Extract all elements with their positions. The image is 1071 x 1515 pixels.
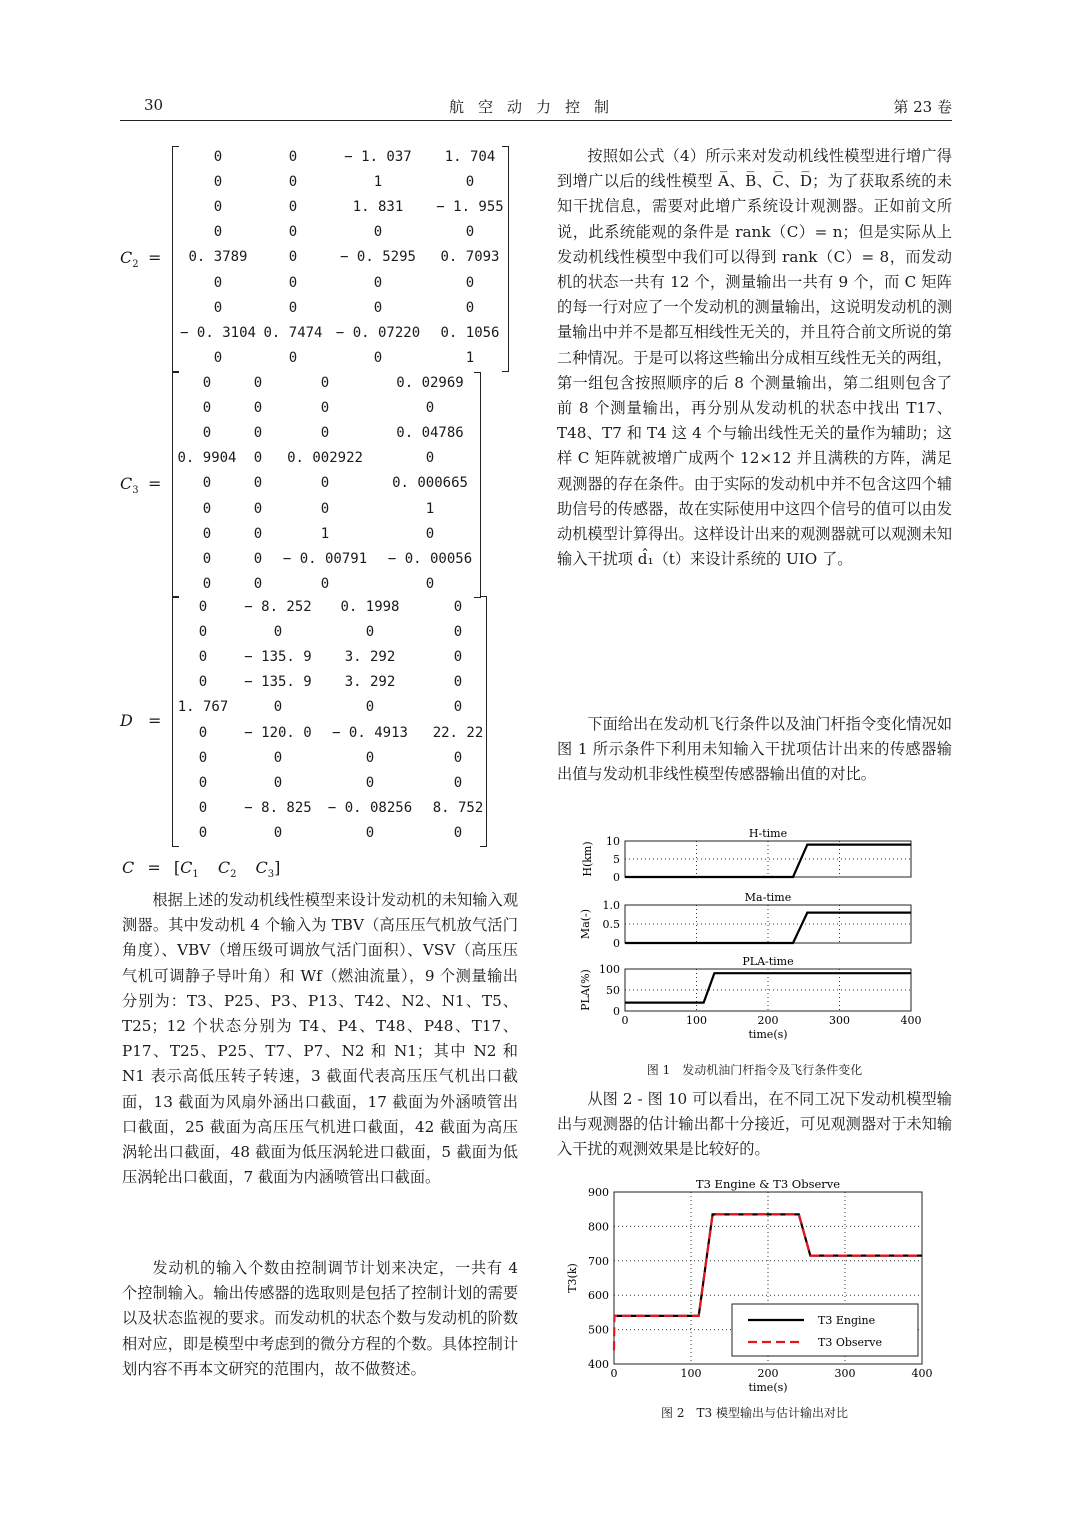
matrix-cell: 0 [198, 799, 208, 816]
matrix-name [120, 248, 139, 270]
x-axis-label: time(s) [748, 1381, 788, 1394]
volume-label: 第 23 卷 [893, 98, 952, 116]
matrix-cell: 0 [198, 724, 208, 741]
c-equation [122, 858, 280, 880]
matrix-name [120, 474, 139, 496]
matrix-cell: 0 [198, 674, 208, 691]
matrix-cell: 1. 767 [177, 699, 229, 716]
matrix-cell: 0 [288, 174, 298, 191]
matrix-cell: 0. 04786 [396, 425, 464, 442]
c1-symbol: C [180, 858, 193, 877]
matrix-cell: 0 [453, 624, 463, 641]
matrix-cell: 0 [373, 274, 383, 291]
matrix-cell: 0. 002922 [287, 450, 363, 467]
x-tick-label: 200 [757, 1367, 779, 1380]
matrix-cell: 0. 7093 [440, 249, 500, 266]
y-axis-label: PLA(%) [579, 969, 592, 1011]
matrix-cell: 0 [453, 774, 463, 791]
matrix-cell: 0 [213, 174, 223, 191]
matrix-cell: 0 [425, 450, 435, 467]
matrix-subscript: 2 [132, 259, 139, 271]
matrix-cell: 22. 22 [432, 724, 484, 741]
matrix-cell: 1 [425, 500, 435, 517]
chart-panel [579, 891, 911, 950]
matrix-cell: 0 [288, 299, 298, 316]
matrix-cell: 0 [320, 575, 330, 592]
matrix-equals: = [148, 710, 162, 730]
c3-symbol: C [255, 858, 268, 877]
right-paragraph-2: 下面给出在发动机飞行条件以及油门杆指令变化情况如图 1 所示条件下利用未知输入干扰项估计出来的传感器输出值与发动机非线性模型传感器输出值的对比。 [557, 715, 952, 784]
x-tick-label: 100 [680, 1367, 702, 1380]
matrix-cell: 0 [320, 425, 330, 442]
matrix-c2 [120, 146, 520, 372]
matrix-cell: 0 [202, 475, 212, 492]
y-tick-label: 0 [613, 937, 620, 950]
y-tick-label: 700 [588, 1254, 609, 1268]
y-tick-label: 50 [606, 984, 620, 997]
matrix-cell: − 0. 00791 [282, 550, 368, 567]
matrix-cell: 0 [365, 774, 375, 791]
matrix-cell: 0 [453, 649, 463, 666]
x-axis-label: time(s) [748, 1028, 788, 1041]
matrix-cell: 0 [198, 649, 208, 666]
matrix-cell: 0 [365, 824, 375, 841]
matrix-cell: 1 [465, 349, 475, 366]
legend-label: T3 Observe [818, 1336, 883, 1349]
matrix-cell: 0 [373, 224, 383, 241]
matrix-cell: 0 [202, 375, 212, 391]
matrix-cell: 0 [425, 575, 435, 592]
figure-2-t3-comparison [560, 1168, 940, 1400]
matrix-cell: 0 [253, 525, 263, 542]
matrix-cell: 1 [373, 174, 383, 191]
page-number: 30 [144, 96, 164, 114]
matrix-cell: 0 [288, 199, 298, 216]
matrix-cell: 0 [320, 375, 330, 391]
header-rule [120, 120, 952, 121]
matrix-cell: 0 [253, 425, 263, 442]
matrix-cell: − 1. 955 [436, 199, 504, 216]
x-tick-label: 0 [621, 1014, 629, 1027]
c3-sub: 3 [267, 869, 275, 881]
matrix-cell: − 8. 825 [244, 799, 312, 816]
matrix-cell: 0 [453, 824, 463, 841]
matrix-cell: − 0. 00056 [387, 550, 473, 567]
matrix-cell: 1 [320, 525, 330, 542]
matrix-cell: 0. 02969 [396, 375, 464, 391]
chart-title: PLA-time [742, 955, 794, 968]
matrix-cell: 0 [198, 624, 208, 641]
matrix-cell: 0 [320, 500, 330, 517]
matrix-cell: 0 [253, 500, 263, 517]
left-paragraph-1: 根据上述的发动机线性模型来设计发动机的未知输入观测器。其中发动机 4 个输入为 TBV（高压压气机放气活门角度）、VBV（增压级可调放气活门面积）、VSV（高压压气机可调静子导叶角）和 Wf（燃油流量），9 个测量输出分别为：T3、P25、P3、P13、T42、N2、N1、T5、T25；12 个状态分别为 T4、P4、T48、P48、T17、P17、T25、P25、T7、P7、N2 和 N1；其中 N2 和 N1 表示高低压转子转速，3 截面代表高压压气机出口截面，13 截面为风扇外涵出口截面，17 截面为外涵喷管出口截面，25 截面为高压压气机进口截面，42 截面为高压涡轮出口截面，48 截面为低压涡轮进口截面，5 截面为低压涡轮出口截面，7 截面为内涵喷管出口截面。 [122, 891, 518, 1187]
x-tick-label: 400 [900, 1014, 922, 1027]
matrix-cell: 0 [465, 224, 475, 241]
y-tick-label: 5 [613, 853, 620, 866]
running-header [120, 96, 952, 118]
matrix-cell: 0 [373, 349, 383, 366]
y-tick-label: 800 [588, 1220, 609, 1234]
y-tick-label: 1.0 [602, 899, 620, 912]
matrix-cell: 0 [288, 149, 298, 165]
right-paragraph-3: 从图 2 - 图 10 可以看出，在不同工况下发动机模型输出与观测器的估计输出都十分接近，可见观测器对于未知输入干扰的观测效果是比较好的。 [557, 1090, 952, 1159]
y-tick-label: 0 [613, 1005, 620, 1018]
matrix-cell: 0. 9904 [177, 450, 237, 467]
matrix-cell: 0 [465, 174, 475, 191]
matrix-cell: 0 [273, 774, 283, 791]
matrix-cell: 0 [253, 575, 263, 592]
matrix-c3 [120, 372, 520, 598]
chart-panel [566, 1177, 933, 1394]
c2-sub: 2 [230, 869, 237, 881]
matrix-cell: 0 [213, 149, 223, 165]
matrix-cell: 0. 000665 [392, 475, 468, 492]
matrix-cell: 0 [198, 824, 208, 841]
matrix-cell: − 1. 037 [344, 149, 412, 165]
figure-1-flight-conditions [566, 818, 926, 1050]
matrix-symbol: D [120, 710, 133, 730]
matrix-equals: = [148, 247, 162, 267]
matrix-cell: 0 [425, 525, 435, 542]
x-tick-label: 400 [911, 1367, 933, 1380]
y-axis-label: H(km) [581, 841, 594, 877]
matrix-cell: 0 [453, 674, 463, 691]
matrix-cell: 0. 7474 [263, 324, 323, 341]
matrix-cell: 0 [253, 450, 263, 467]
x-tick-label: 0 [610, 1367, 618, 1380]
figure-2-caption: 图 2 T3 模型输出与估计输出对比 [661, 1406, 848, 1420]
y-axis-label: T3(k) [566, 1263, 579, 1293]
matrix-cell: 0 [453, 699, 463, 716]
matrix-cell: 1. 704 [444, 149, 496, 165]
matrix-cell: 0 [202, 550, 212, 567]
y-axis-label: Ma(-) [579, 908, 592, 940]
matrix-cell: 0 [198, 599, 208, 615]
y-tick-label: 400 [588, 1358, 609, 1371]
c2-symbol: C [217, 858, 231, 877]
matrix-cell: 0 [273, 824, 283, 841]
matrix-cell: 0 [273, 699, 283, 716]
chart-legend [732, 1304, 918, 1356]
matrix-cell: 0 [253, 375, 263, 391]
matrix-cell: 0 [202, 425, 212, 442]
chart-title: H-time [748, 827, 788, 840]
plot-frame [625, 841, 911, 877]
y-tick-label: 0.5 [602, 918, 620, 931]
figure-1-caption: 图 1 发动机油门杆指令及飞行条件变化 [646, 1063, 863, 1077]
matrix-cell: 0 [273, 749, 283, 766]
c-lhs: C [122, 858, 135, 877]
matrix-cell: 0 [253, 475, 263, 492]
matrix-cell: − 0. 4913 [332, 724, 408, 741]
matrix-cell: 0. 1056 [440, 324, 500, 341]
matrix-cell: 0 [288, 274, 298, 291]
matrix-cell: 0 [253, 550, 263, 567]
matrix-cell: 0. 1998 [340, 599, 400, 615]
matrix-cell: 0 [202, 500, 212, 517]
matrix-cell: 0 [213, 224, 223, 241]
y-tick-label: 600 [588, 1289, 609, 1303]
x-tick-label: 300 [829, 1014, 850, 1027]
matrix-cell: 0 [288, 224, 298, 241]
matrix-cell: 0 [453, 599, 463, 615]
matrix-cell: − 120. 0 [244, 724, 312, 741]
matrix-cell: 0 [288, 349, 298, 366]
matrix-cell: 0 [365, 624, 375, 641]
matrix-cell: − 0. 08256 [327, 799, 413, 816]
y-tick-label: 900 [588, 1186, 609, 1199]
matrix-cell: 0 [373, 299, 383, 316]
y-tick-label: 500 [588, 1323, 609, 1337]
c-eq-sign: = [147, 858, 161, 877]
matrix-cell: 0 [320, 400, 330, 417]
matrix-cell: 0 [465, 274, 475, 291]
matrix-d [120, 596, 520, 847]
matrix-symbol: C [120, 473, 133, 493]
chart-title: Ma-time [744, 891, 792, 904]
matrix-equals: = [148, 473, 162, 493]
matrix-cell: 0 [198, 749, 208, 766]
c-close-bracket: ] [274, 858, 281, 877]
y-tick-label: 10 [606, 835, 620, 848]
matrix-cell: 0 [288, 249, 298, 266]
matrix-cell: − 0. 3104 [180, 324, 256, 341]
matrix-cell: 0 [365, 699, 375, 716]
matrix-cell: 0 [202, 575, 212, 592]
right-paragraph-1: 按照如公式（4）所示来对发动机线性模型进行增广得到增广以后的线性模型 A̅、B̅、C̅、D̅；为了获取系统的未知干扰信息，需要对此增广系统设计观测器。正如前文所说，此系统能观的条件是 rank（C）= n；但是实际从上发动机线性模型中我们可以得到 rank（C）= 8，而发动机的状态一共有 12 个，测量输出一共有 9 个，而 C 矩阵的每一行对应了一个发动机的测量输出，这说明发动机的测量输出中并不是都互相线性无关的，并且符合前文所说的第二种情况。于是可以将这些输出分成相互线性无关的两组，第一组包含按照顺序的后 8 个测量输出，第二组则包含了前 8 个测量输出，再分别从发动机的状态中找出 T17、T48、T7 和 T4 这 4 个与输出线性无关的量作为辅助；这样 C 矩阵就被增广成两个 12×12 并且满秩的方阵，满足观测器的存在条件。由于实际的发动机中并不包含这四个辅助信号的传感器，故在实际使用中这四个信号的值可以由发动机模型计算得出。这样设计出来的观测器就可以观测未知输入干扰项 d̂₁（t）来设计系统的 UIO 了。 [557, 147, 952, 569]
matrix-cell: 0 [213, 299, 223, 316]
c1-sub: 1 [192, 869, 199, 881]
matrix-cell: 0 [273, 624, 283, 641]
matrix-cell: − 135. 9 [244, 649, 312, 666]
y-tick-label: 100 [599, 963, 620, 976]
y-tick-label: 0 [613, 871, 620, 884]
matrix-cell: − 8. 252 [244, 599, 312, 615]
x-tick-label: 300 [834, 1367, 856, 1380]
matrix-cell: 1. 831 [352, 199, 404, 216]
matrix-cell: 0 [202, 400, 212, 417]
matrix-cell: − 0. 5295 [340, 249, 416, 266]
matrix-name [120, 711, 133, 730]
matrix-cell: 0 [425, 400, 435, 417]
c-open-bracket: [ [173, 858, 181, 877]
chart-panel [579, 955, 922, 1041]
matrix-cell: 0 [465, 299, 475, 316]
legend-label: T3 Engine [818, 1314, 876, 1327]
matrix-cell: 0 [213, 274, 223, 291]
matrix-cell: 0 [365, 749, 375, 766]
matrix-cell: 0 [320, 475, 330, 492]
matrix-cell: 3. 292 [344, 649, 396, 666]
matrix-cell: 0 [198, 774, 208, 791]
matrix-symbol: C [120, 247, 133, 267]
matrix-cell: 8. 752 [432, 799, 484, 816]
matrix-subscript: 3 [132, 485, 139, 497]
matrix-cell: 0 [213, 199, 223, 216]
matrix-cell: 0 [453, 749, 463, 766]
matrix-cell: 3. 292 [344, 674, 396, 691]
matrix-cell: − 135. 9 [244, 674, 312, 691]
matrix-cell: 0 [253, 400, 263, 417]
matrix-cell: 0 [202, 525, 212, 542]
chart-title: T3 Engine & T3 Observe [695, 1177, 841, 1191]
chart-panel [581, 827, 911, 884]
matrix-cell: − 0. 07220 [335, 324, 421, 341]
x-tick-label: 200 [757, 1014, 779, 1027]
x-tick-label: 100 [686, 1014, 707, 1027]
matrix-cell: 0. 3789 [188, 249, 248, 266]
left-paragraph-2: 发动机的输入个数由控制调节计划来决定，一共有 4 个控制输入。输出传感器的选取则是包括了控制计划的需要以及状态监视的要求。而发动机的状态个数与发动机的阶数相对应，即是模型中考虑到的微分方程的个数。具体控制计划内容不再本文研究的范围内，故不做赘述。 [122, 1259, 518, 1378]
matrix-cell: 0 [213, 349, 223, 366]
journal-title: 航空动力控制 [448, 98, 623, 116]
